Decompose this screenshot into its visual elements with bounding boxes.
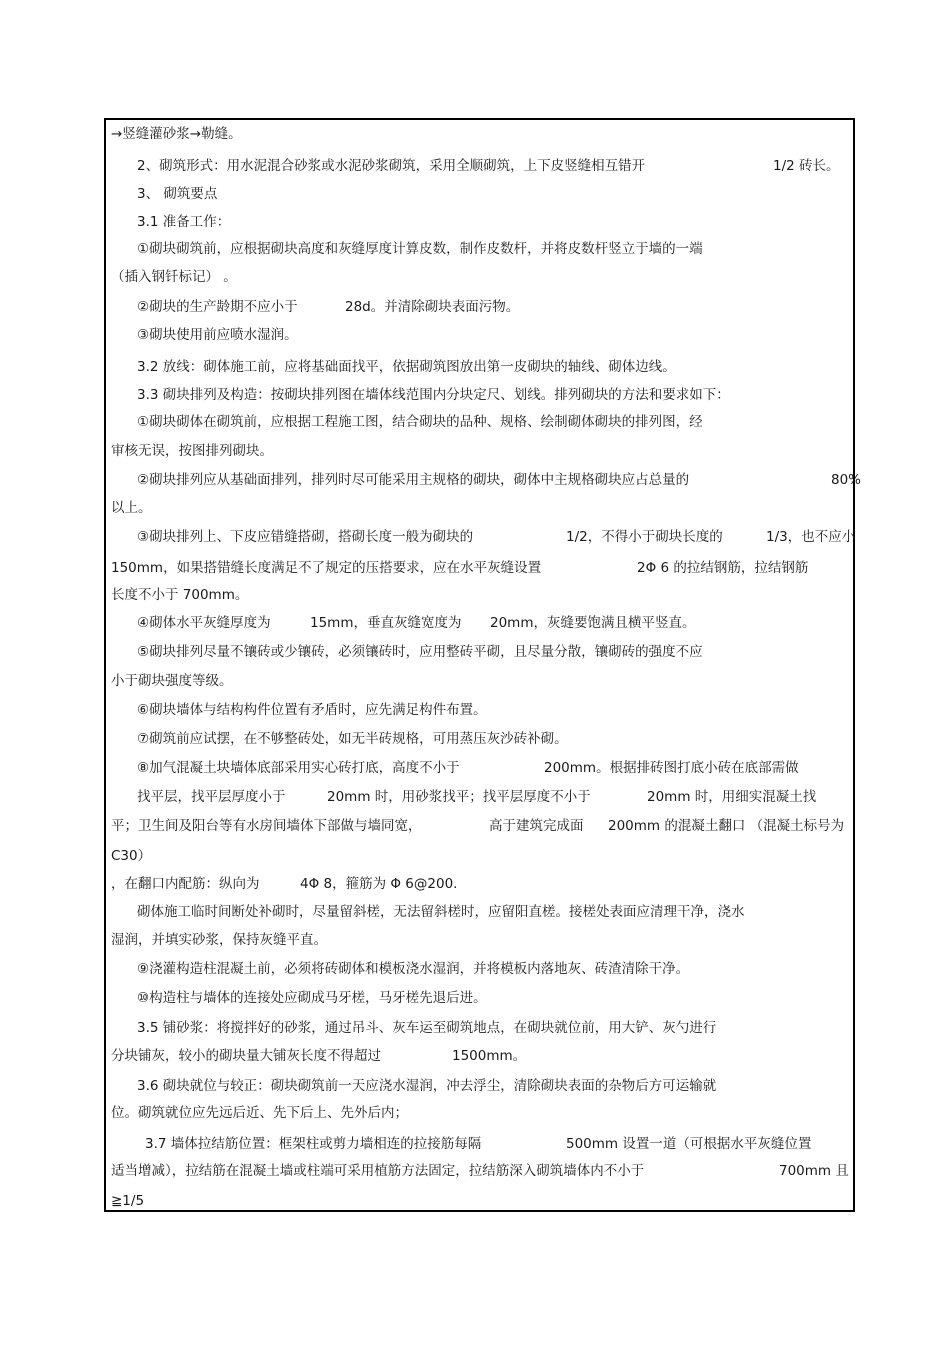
text-line: 高于建筑完成面 <box>489 818 584 834</box>
text-line: 位。砌筑就位应先远后近、先下后上、先外后内； <box>111 1105 408 1121</box>
text-line: 150mm，如果搭错缝长度满足不了规定的压搭要求，应在水平灰缝设置 <box>111 560 542 576</box>
text-line: 湿润，并填实砂浆，保持灰缝平直。 <box>111 932 327 948</box>
text-line: 3.6 砌块就位与较正：砌块砌筑前一天应浇水湿润，冲去浮尘，清除砌块表面的杂物后方可运输就 <box>137 1078 717 1094</box>
text-line: 2、砌筑形式：用水泥混合砂浆或水泥砂浆砌筑，采用全顺砌筑，上下皮竖缝相互错开 <box>137 158 646 174</box>
text-line: 200mm。根据排砖图打底小砖在底部需做 <box>544 760 799 776</box>
text-line: （插入钢钎标记） 。 <box>111 269 237 285</box>
text-line: ⑩构造柱与墙体的连接处应砌成马牙槎，马牙槎先退后进。 <box>137 990 487 1006</box>
text-line: 以上。 <box>111 500 152 516</box>
text-line: ③砌块排列上、下皮应错缝搭砌，搭砌长度一般为砌块的 <box>137 529 474 545</box>
text-line: 4Φ 8，箍筋为 Φ 6@200. <box>300 876 458 892</box>
text-line: ⑥砌块墙体与结构构件位置有矛盾时，应先满足构件布置。 <box>137 702 487 718</box>
text-line: 审核无误，按图排列砌块。 <box>111 443 273 459</box>
text-line: ⑨浇灌构造柱混凝土前，必须将砖砌体和模板浇水湿润，并将模板内落地灰、砖渣清除干净。 <box>137 961 690 977</box>
text-line: 3.3 砌块排列及构造：按砌块排列图在墙体线范围内分块定尺、划线。排列砌块的方法和要求如下： <box>137 387 730 403</box>
text-line: 3.5 铺砂浆：将搅拌好的砂浆，通过吊斗、灰车运至砌筑地点，在砌块就位前，用大铲、灰勺进行 <box>137 1020 717 1036</box>
text-line: ③砌块使用前应喷水湿润。 <box>137 327 298 343</box>
text-line: 3.1 准备工作： <box>137 214 231 230</box>
text-line: ②砌块的生产龄期不应小于 <box>137 299 298 315</box>
text-line: 20mm，灰缝要饱满且横平竖直。 <box>490 615 696 631</box>
text-line: 2Φ 6 的拉结钢筋，拉结钢筋 <box>637 560 809 576</box>
text-line: →竖缝灌砂浆→勒缝。 <box>111 126 242 142</box>
text-line: 适当增减），拉结筋在混凝土墙或柱端可采用植筋方法固定，拉结筋深入砌筑墙体内不小于 <box>111 1163 645 1179</box>
text-line: ④砌体水平灰缝厚度为 <box>137 615 271 631</box>
text-line: 1/3，也不应小 <box>766 529 856 545</box>
text-line: 20mm 时，用砂浆找平；找平层厚度不小于 <box>327 789 591 805</box>
text-line: 小于砌块强度等级。 <box>111 673 233 689</box>
text-line: ≧1/5 <box>111 1193 145 1209</box>
text-line: ⑧加气混凝土块墙体底部采用实心砖打底，高度不小于 <box>137 760 460 776</box>
text-line: 平；卫生间及阳台等有水房间墙体下部做与墙同宽， <box>111 818 422 834</box>
text-line: 1/2 砖长。 <box>773 158 840 174</box>
text-line: 20mm 时，用细实混凝土找 <box>647 789 817 805</box>
text-line: 28d。并清除砌块表面污物。 <box>345 299 520 315</box>
text-line: 找平层，找平层厚度小于 <box>137 789 286 805</box>
text-line: 1500mm。 <box>452 1048 527 1064</box>
text-line: ⑦砌筑前应试摆，在不够整砖处，如无半砖规格，可用蒸压灰沙砖补砌。 <box>137 731 568 747</box>
text-line: ①砌块砌筑前，应根据砌块高度和灰缝厚度计算皮数，制作皮数杆，并将皮数杆竖立于墙的一端 <box>137 241 703 257</box>
text-line: 500mm 设置一道（可根据水平灰缝位置 <box>566 1136 812 1152</box>
text-line: 3、 砌筑要点 <box>137 186 218 202</box>
text-line: ⑤砌块排列尽量不镶砖或少镶砖，必须镶砖时，应用整砖平砌，且尽量分散，镶砌砖的强度不应 <box>137 644 703 660</box>
text-line: 3.2 放线：砌体施工前，应将基础面找平，依据砌筑图放出第一皮砌块的轴线、砌体边线。 <box>137 359 676 375</box>
text-line: 3.7 墙体拉结筋位置：框架柱或剪力墙相连的拉接筋每隔 <box>145 1136 482 1152</box>
text-line: 700mm 且 <box>779 1163 849 1179</box>
text-line: ②砌块排列应从基础面排列，排列时尽可能采用主规格的砌块，砌体中主规格砌块应占总量的 <box>137 472 690 488</box>
text-line: ①砌块砌体在砌筑前，应根据工程施工图，结合砌块的品种、规格、绘制砌体砌块的排列图，经 <box>137 414 703 430</box>
text-line: 长度不小于 700mm。 <box>111 587 249 603</box>
text-line: 分块铺灰，较小的砌块量大铺灰长度不得超过 <box>111 1048 381 1064</box>
text-line: 砌体施工临时间断处补砌时，尽量留斜槎，无法留斜槎时，应留阳直槎。接槎处表面应清理干净，浇水 <box>137 904 745 920</box>
text-line: 200mm 的混凝土翻口 （混凝土标号为 <box>608 818 845 834</box>
text-line: ，在翻口内配筋：纵向为 <box>111 876 260 892</box>
text-line: 15mm，垂直灰缝宽度为 <box>310 615 462 631</box>
text-line: 80% <box>831 472 862 488</box>
text-line: 1/2，不得小于砌块长度的 <box>566 529 723 545</box>
text-line: C30） <box>111 848 152 864</box>
